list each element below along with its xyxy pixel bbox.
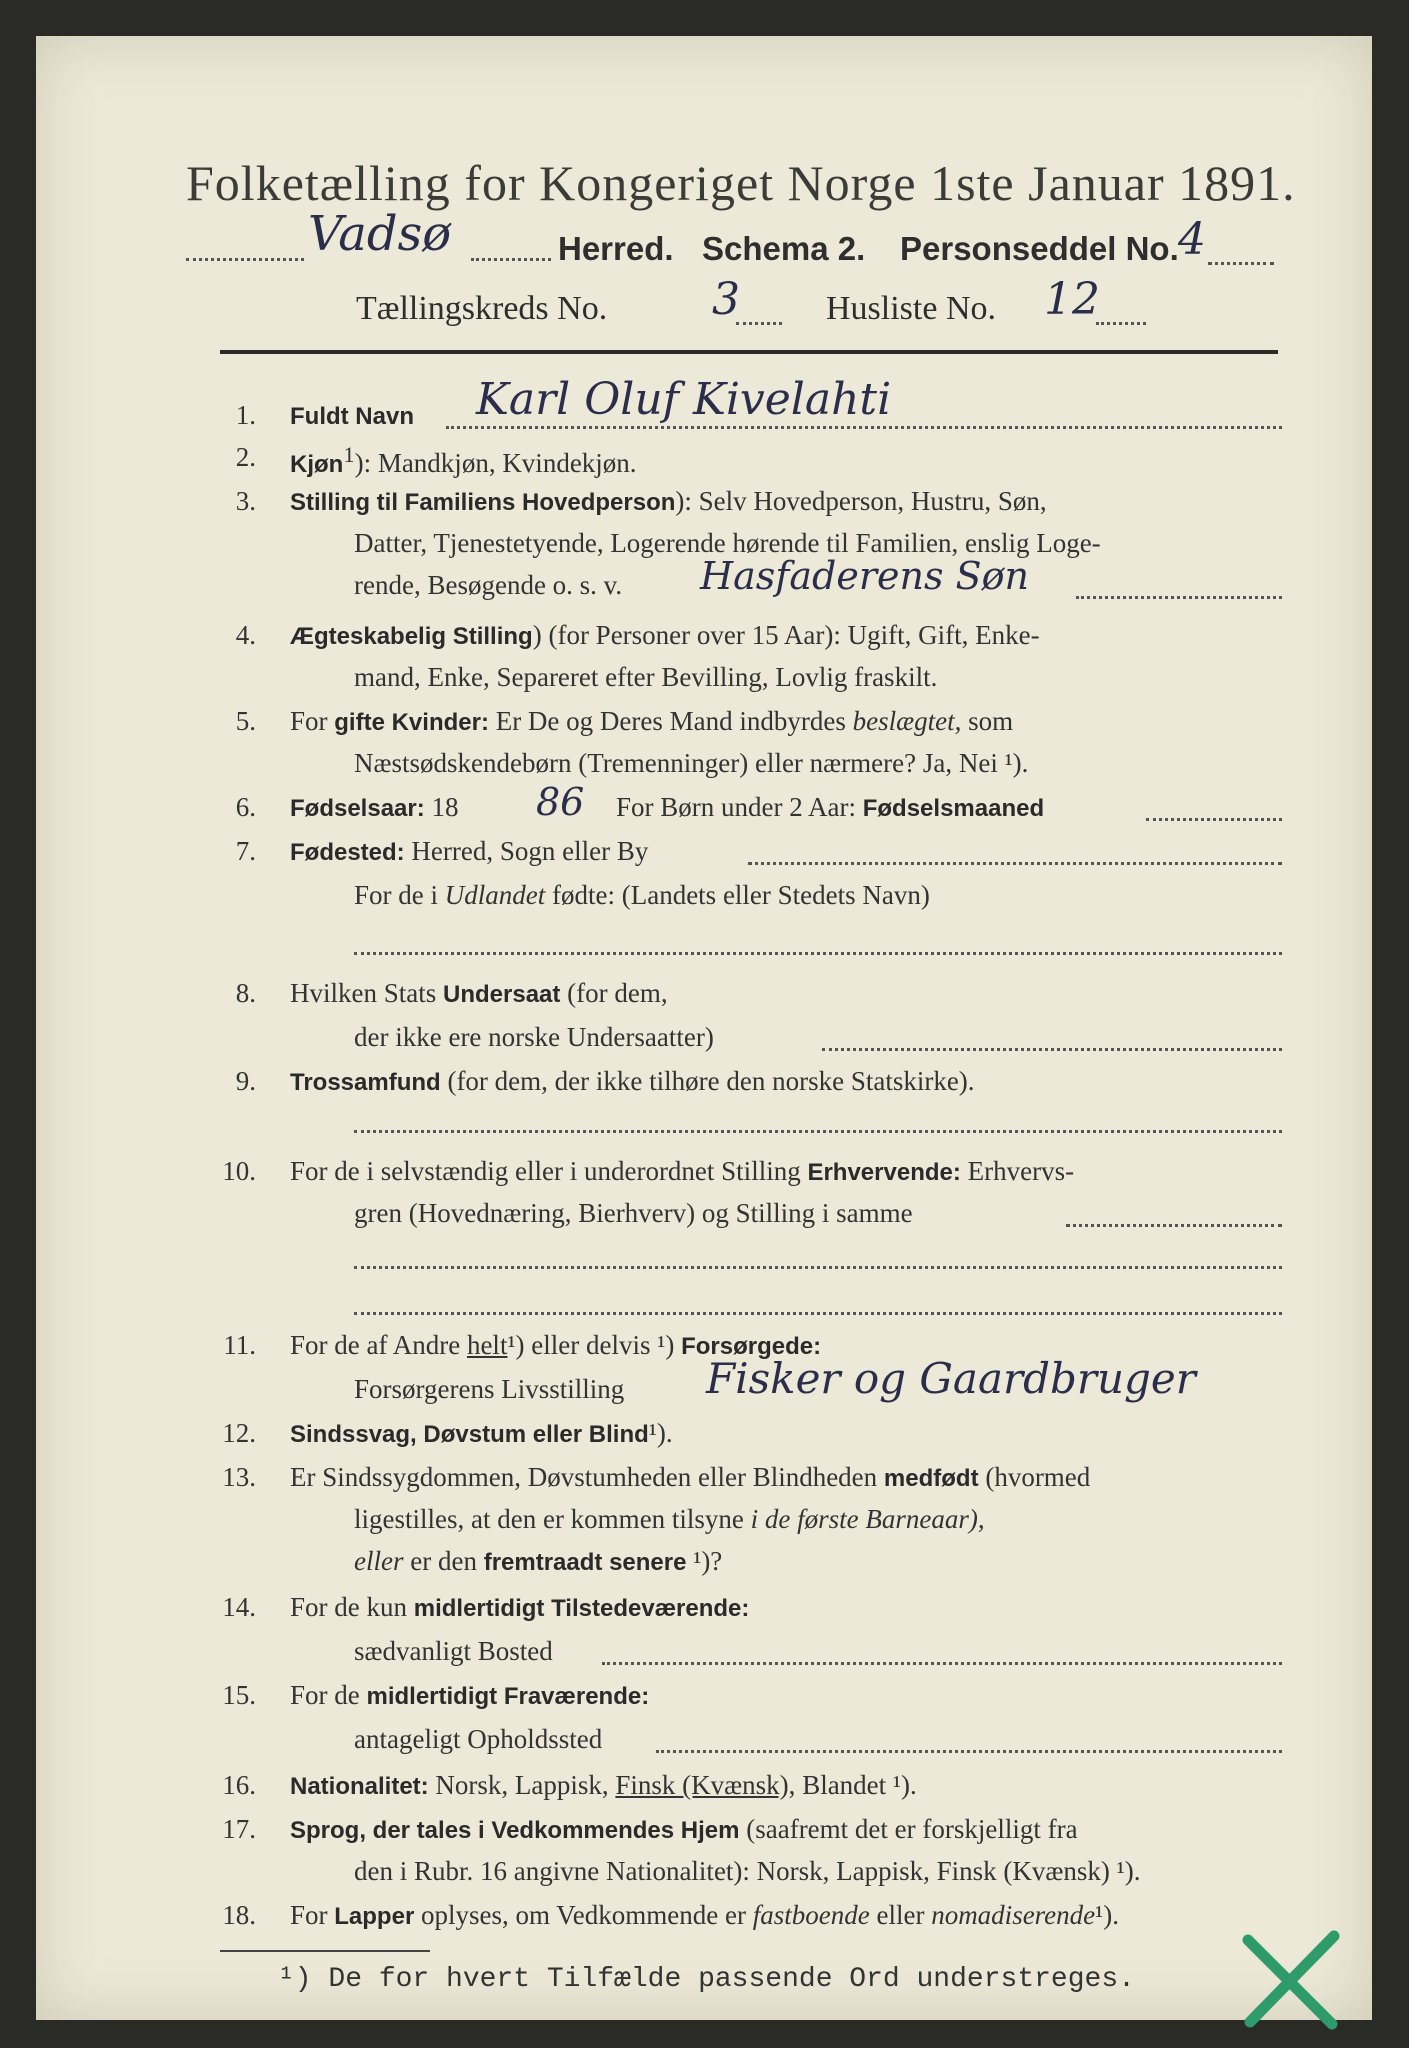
- q10-dots: [1066, 1224, 1282, 1227]
- q10-text-a1: For de i selvstændig eller i underordnet Stilling: [290, 1156, 801, 1186]
- q8-text-a2: (for dem,: [567, 978, 668, 1008]
- q5-text-b: Næstsødskendebørn (Tremenninger) eller nærmere? Ja, Nei ¹).: [354, 748, 1029, 778]
- q4-text-a: ) (for Personer over 15 Aar): Ugift, Gift, Enke-: [532, 620, 1040, 650]
- q15-line-a: [290, 1680, 649, 1711]
- item-number: 8.: [235, 978, 256, 1008]
- personseddel-label: Personseddel No.: [900, 230, 1179, 267]
- q4-label: Ægteskabelig Stilling: [290, 623, 533, 650]
- place-dots-2: [471, 258, 551, 261]
- q17-line-a: [290, 1814, 1078, 1845]
- q8-text-a1: Hvilken Stats: [290, 978, 437, 1008]
- q11-text-b: Forsørgerens Livsstilling: [354, 1374, 625, 1404]
- q18-line: [290, 1900, 1119, 1931]
- q1-label-text: Fuldt Navn: [290, 403, 414, 430]
- q7-dots: [748, 862, 1282, 865]
- item-number: 18.: [222, 1900, 256, 1930]
- q9-label: Trossamfund: [290, 1069, 441, 1096]
- q6-line-b: [616, 792, 1044, 823]
- item-number: 17.: [222, 1814, 256, 1844]
- q11-label: Forsørgede:: [681, 1333, 822, 1360]
- q5-text-a2: som: [968, 706, 1014, 736]
- q15-text-a1: For de: [290, 1680, 360, 1710]
- q14-line-a: [290, 1592, 749, 1623]
- q6-label: Fødselsaar:: [290, 795, 425, 822]
- husliste-label: Husliste No.: [826, 290, 996, 327]
- q8-label: Undersaat: [443, 981, 561, 1008]
- q16-text-a: Norsk, Lappisk,: [435, 1770, 609, 1800]
- item-number: 3.: [235, 486, 256, 516]
- q13-text-c3: ¹)?: [693, 1546, 723, 1576]
- q6-line: [290, 792, 458, 823]
- census-form: [36, 36, 1372, 2020]
- q13-italic: i de første Barneaar),: [750, 1504, 985, 1534]
- q6-dots: [1146, 818, 1282, 821]
- q8-dots: [822, 1048, 1282, 1051]
- q4-text-b: mand, Enke, Separeret efter Bevilling, Lovlig fraskilt.: [354, 662, 938, 692]
- q1-answer: Karl Oluf Kivelahti: [476, 374, 892, 425]
- footnote: ¹) De for hvert Tilfælde passende Ord understreges.: [278, 1964, 1135, 1995]
- q12-line: [290, 1418, 673, 1449]
- q5-a: For: [290, 706, 328, 736]
- item-number: 15.: [222, 1680, 256, 1710]
- item-number: 6.: [235, 792, 256, 822]
- q5-text-a: Er De og Deres Mand indbyrdes: [495, 706, 846, 736]
- q3-text-c: rende, Besøgende o. s. v.: [354, 570, 623, 600]
- q18-italic1: fastboende: [752, 1900, 870, 1930]
- q14-text-a1: For de kun: [290, 1592, 407, 1622]
- q9-dots: [354, 1130, 1282, 1133]
- q15-label: midlertidigt Fraværende:: [366, 1683, 650, 1710]
- item-number: 9.: [235, 1066, 256, 1096]
- q12-label: Sindssvag, Døvstum eller Blind: [290, 1421, 649, 1448]
- q14-label: midlertidigt Tilstedeværende:: [413, 1595, 750, 1622]
- q13-text-a2: (hvormed: [985, 1462, 1091, 1492]
- q5-line-a: [290, 706, 1013, 737]
- q2-line: [290, 442, 637, 479]
- q1-label: [290, 400, 414, 431]
- item-number: 11.: [223, 1330, 256, 1360]
- husliste-no: 12: [1044, 274, 1100, 325]
- q11-text-a2: ¹) eller delvis ¹): [507, 1330, 675, 1360]
- q18-label: Lapper: [334, 1903, 415, 1930]
- q7-line-b: [354, 880, 930, 911]
- q9-text: (for dem, der ikke tilhøre den norske Statskirke).: [447, 1066, 975, 1096]
- q17-label: Sprog, der tales i Vedkommendes Hjem: [290, 1817, 740, 1844]
- q13-label: medfødt: [883, 1465, 979, 1492]
- q2-sup: 1: [343, 442, 355, 467]
- q7-line-a: [290, 836, 648, 867]
- q13-text-a1: Er Sindssygdommen, Døvstumheden eller Blindheden: [290, 1462, 878, 1492]
- q17-text-a: (saafremt det er forskjelligt fra: [746, 1814, 1078, 1844]
- q8-text-b: der ikke ere norske Undersaatter): [354, 1022, 714, 1052]
- item-number: 5.: [235, 706, 256, 736]
- q10-text-a2: Erhvervs-: [967, 1156, 1075, 1186]
- q3-dots: [1076, 596, 1282, 599]
- q3-answer: Hasfaderens Søn: [700, 554, 1029, 598]
- form-title: Folketælling for Kongeriget Norge 1ste Januar 1891.: [186, 155, 1296, 211]
- q13-text-c1: eller: [354, 1546, 404, 1576]
- item-number: 16.: [222, 1770, 256, 1800]
- q6-prefix: 18: [431, 792, 459, 822]
- q15-text-b: antageligt Opholdssted: [354, 1724, 603, 1754]
- kreds-label: Tællingskreds No.: [356, 290, 608, 327]
- q3-text-a: ): Selv Hovedperson, Hustru, Søn,: [675, 486, 1047, 516]
- item-number: 2.: [235, 442, 256, 472]
- q18-text-d: ¹).: [1095, 1900, 1119, 1930]
- q10-dots-3: [354, 1312, 1282, 1315]
- q10-label: Erhvervende:: [807, 1159, 961, 1186]
- q13-line-c: [354, 1546, 722, 1577]
- herred-label: Herred.: [558, 230, 674, 267]
- q13-text-c2: er den: [410, 1546, 477, 1576]
- q4-line-a: [290, 620, 1040, 651]
- item-number: 14.: [222, 1592, 256, 1622]
- q2-label: Kjøn: [290, 451, 344, 478]
- q9-line: [290, 1066, 975, 1097]
- q10-dots-2: [354, 1266, 1282, 1269]
- q16-text-b: Blandet ¹).: [802, 1770, 917, 1800]
- q7-text-b2: fødte: (Landets eller Stedets Navn): [552, 880, 930, 910]
- q7-text-a: Herred, Sogn eller By: [411, 836, 649, 866]
- place-handwritten: Vadsø: [308, 206, 452, 262]
- q10-text-b: gren (Hovednæring, Bierhverv) og Stilling i samme: [354, 1198, 913, 1228]
- q14-text-b: sædvanligt Bosted: [354, 1636, 553, 1666]
- q7-label: Fødested:: [290, 839, 405, 866]
- item-number: 10.: [222, 1156, 256, 1186]
- header-rule: [220, 350, 1278, 354]
- q11-answer: Fisker og Gaardbruger: [706, 1354, 1196, 1403]
- personseddel-no: 4: [1178, 214, 1206, 265]
- q1-dots: [446, 426, 1282, 429]
- q10-line-a: [290, 1156, 1074, 1187]
- kreds-no: 3: [712, 274, 740, 325]
- q8-line-a: [290, 978, 668, 1009]
- q13-line-b: [354, 1504, 985, 1535]
- q17-text-b: den i Rubr. 16 angivne Nationalitet): Norsk, Lappisk, Finsk (Kvænsk) ¹).: [354, 1856, 1141, 1886]
- q2-text: ): Mandkjøn, Kvindekjøn.: [354, 448, 637, 478]
- q6-label2: Fødselsmaaned: [862, 795, 1045, 822]
- kreds-dots: [736, 322, 782, 325]
- husliste-dots: [1096, 322, 1146, 325]
- q18-text-b: oplyses, om Vedkommende er: [421, 1900, 746, 1930]
- q11-text-a1: For de af Andre: [290, 1330, 461, 1360]
- item-number: 12.: [222, 1418, 256, 1448]
- item-number: 4.: [235, 620, 256, 650]
- q3-line-a: [290, 486, 1047, 517]
- q16-label: Nationalitet:: [290, 1773, 429, 1800]
- q16-line: [290, 1770, 917, 1801]
- q15-dots: [656, 1750, 1282, 1753]
- q7-dots-2: [354, 952, 1282, 955]
- q5-italic: beslægtet,: [852, 706, 962, 736]
- item-number: 7.: [235, 836, 256, 866]
- q13-line-a: [290, 1462, 1090, 1493]
- q18-text-c: eller: [876, 1900, 925, 1930]
- q6-text: For Børn under 2 Aar:: [616, 792, 856, 822]
- footnote-rule: [220, 1950, 430, 1952]
- green-cross-mark: [1236, 1926, 1346, 2036]
- item-number: 13.: [222, 1462, 256, 1492]
- q13-text-b1: ligestilles, at den er kommen tilsyne: [354, 1504, 744, 1534]
- q12-text: ¹).: [648, 1418, 673, 1448]
- personseddel-dots: [1208, 262, 1274, 265]
- q5-label: gifte Kvinder:: [334, 709, 489, 736]
- q18-italic2: nomadiserende: [931, 1900, 1096, 1930]
- q18-text-a: For: [290, 1900, 328, 1930]
- q7-italic: Udlandet: [444, 880, 546, 910]
- item-number: 1.: [235, 400, 256, 430]
- q3-label: Stilling til Familiens Hovedperson: [290, 489, 676, 516]
- q7-text-b1: For de i: [354, 880, 438, 910]
- q14-dots: [602, 1662, 1282, 1665]
- schema-label: Schema 2.: [702, 230, 866, 267]
- place-dots: [186, 258, 304, 261]
- q16-finsk: Finsk (Kvænsk),: [615, 1770, 796, 1800]
- q13-label2: fremtraadt senere: [483, 1549, 687, 1576]
- q11-helt: helt: [466, 1330, 508, 1360]
- q6-answer: 86: [536, 780, 585, 824]
- q3-text-b: Datter, Tjenestetyende, Logerende hørende til Familien, enslig Loge-: [354, 528, 1101, 558]
